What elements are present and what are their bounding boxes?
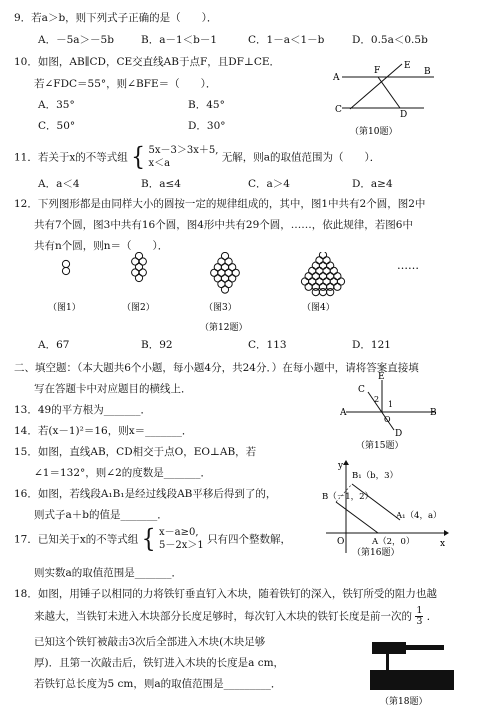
q18-figure bbox=[366, 636, 466, 710]
figure-1-circles bbox=[62, 260, 69, 274]
q9-stem: 9．若a＞b，则下列式子正确的是（ ）． bbox=[14, 12, 218, 24]
q18-line2-end: ． bbox=[426, 610, 438, 623]
wood-block bbox=[370, 670, 454, 690]
label-a: A bbox=[340, 408, 347, 418]
q17-brace: { bbox=[141, 524, 156, 554]
fig2-label: （图2） bbox=[122, 303, 155, 313]
q17-sys-line2: 5－2x＞1 bbox=[158, 539, 204, 551]
q18-line3: 已知这个铁钉被敲击3次后全部进入木块(木块足够 bbox=[34, 636, 266, 648]
segment-ab bbox=[336, 502, 378, 533]
label-c: C bbox=[335, 105, 342, 115]
q11-option-d: D．a≥4 bbox=[352, 178, 393, 190]
label-d: D bbox=[400, 110, 408, 120]
q9-option-a: A．－5a＞－5b bbox=[38, 34, 114, 46]
q12-option-a: A．67 bbox=[38, 339, 70, 351]
q17-post: 只有四个整数解， bbox=[207, 533, 292, 546]
figure-4-circles bbox=[301, 252, 344, 296]
hammer-handle bbox=[404, 645, 444, 650]
q15-figure bbox=[340, 372, 440, 452]
q12-stem-line3: 共有n个圆，则n＝（ ）． bbox=[34, 240, 169, 252]
q12-stem-line1: 12．下列图形都是由同样大小的圆按一定的规律组成的，其中，图1中共有2个圆，图2中 bbox=[14, 198, 426, 210]
label-b: B bbox=[430, 408, 437, 418]
label-a: A bbox=[333, 73, 340, 83]
label-o: O bbox=[337, 537, 345, 547]
q18-caption: （第18题） bbox=[380, 697, 428, 707]
q16-figure bbox=[322, 458, 452, 558]
q18-line1: 18．如图，用锤子以相同的力将铁钉垂直钉入木块，随着铁钉的深入，铁钉所受的阻力也越 bbox=[14, 588, 437, 600]
pattern-circle bbox=[319, 252, 326, 259]
label-b: B bbox=[424, 67, 431, 77]
pattern-circle bbox=[319, 262, 326, 269]
pattern-circle bbox=[312, 289, 319, 296]
q12-figures bbox=[40, 252, 460, 336]
q11-sys-line2: x＜a bbox=[148, 157, 171, 169]
pattern-circle bbox=[309, 267, 316, 274]
q11-post: 无解，则a的取值范围为（ ）． bbox=[221, 151, 381, 164]
label-e: E bbox=[378, 372, 385, 382]
pattern-circle bbox=[221, 286, 228, 293]
pattern-circle bbox=[319, 273, 326, 280]
label-1: 1 bbox=[388, 400, 394, 409]
label-2: 2 bbox=[374, 395, 380, 404]
segment-a1b1 bbox=[352, 484, 400, 520]
q14-text: 14．若(x－1)²＝16，则x＝_______． bbox=[14, 425, 193, 437]
pattern-circle bbox=[323, 267, 330, 274]
pattern-circle bbox=[62, 260, 69, 267]
q11-stem bbox=[14, 142, 381, 172]
pattern-circle bbox=[327, 262, 334, 269]
q15-stem-line2: ∠1＝132°，则∠2的度数是_______． bbox=[34, 467, 211, 479]
nail-icon bbox=[386, 654, 389, 672]
pattern-circle bbox=[327, 289, 334, 296]
label-o: O bbox=[384, 415, 391, 424]
q10-option-a: A．35° bbox=[38, 99, 75, 111]
pattern-circle bbox=[334, 273, 341, 280]
q18-fraction bbox=[415, 606, 423, 627]
section2-heading-line2: 写在答题卡中对应题目的横线上． bbox=[34, 383, 192, 395]
q11-system bbox=[148, 145, 218, 170]
q12-option-b: B．92 bbox=[141, 339, 173, 351]
q9-option-c: C．1－a＜1－b bbox=[248, 34, 325, 46]
q18-line4: 厚)．且第一次敲击后，铁钉进入木块的长度是a cm， bbox=[34, 657, 285, 669]
pattern-circle bbox=[312, 273, 319, 280]
q10-stem-line2: 若∠FDC＝55°，则∠BFE＝（ ）． bbox=[34, 78, 217, 90]
q12-stem-line2: 共有7个圆，图3中共有16个圆，图4形中共有29个圆，……，依此规律，若图6中 bbox=[34, 219, 413, 231]
q17-sys-line1: x－a≥0, bbox=[158, 527, 199, 538]
q9-option-b: B．a－1＜b－1 bbox=[141, 34, 218, 46]
label-e: E bbox=[404, 61, 411, 71]
label-a1: A₁（4，a） bbox=[396, 511, 442, 521]
q12-option-c: C．113 bbox=[248, 339, 287, 351]
q10-option-d: D．30° bbox=[188, 120, 226, 132]
q11-option-b: B．a≤4 bbox=[141, 178, 181, 190]
q12-caption: （第12题） bbox=[200, 323, 248, 333]
pattern-circle bbox=[327, 273, 334, 280]
q12-option-d: D．121 bbox=[352, 339, 391, 351]
q11-option-a: A．a＜4 bbox=[38, 178, 80, 190]
ellipsis: …… bbox=[397, 259, 419, 272]
q17-stem-line2: 则实数a的取值范围是_______． bbox=[34, 567, 183, 579]
q11-option-c: C．a＞4 bbox=[248, 178, 290, 190]
label-a: A（2，0） bbox=[372, 537, 415, 547]
q15-stem-line1: 15．如图，直线AB，CD相交于点O，EO⊥AB，若 bbox=[14, 446, 257, 458]
figure-3-circles bbox=[211, 252, 240, 293]
label-b: B（－1，2） bbox=[322, 492, 374, 502]
q13-text: 13．49的平方根为_______． bbox=[14, 404, 151, 416]
pattern-circle bbox=[330, 278, 337, 285]
q16-stem-line1: 16．如图，若线段A₁B₁是经过线段AB平移后得到了的， bbox=[14, 488, 277, 500]
q17-pre: 17．已知关于x的不等式组 bbox=[14, 533, 139, 546]
pattern-circle bbox=[301, 278, 308, 285]
q11-brace: { bbox=[131, 142, 146, 172]
label-y: y bbox=[338, 461, 344, 471]
pattern-circle bbox=[319, 289, 326, 296]
q16-stem-line2: 则式子a＋b的值是_______． bbox=[34, 509, 168, 521]
fig3-label: （图3） bbox=[204, 303, 237, 313]
label-x: x bbox=[440, 539, 446, 549]
q17-stem bbox=[14, 524, 292, 554]
q17-system bbox=[159, 527, 204, 552]
q18-line5: 若铁钉总长度为5 cm，则a的取值范围是_________． bbox=[34, 678, 282, 690]
pattern-circle bbox=[323, 278, 330, 285]
y-axis-arrow bbox=[343, 460, 349, 465]
q9-option-d: D．0.5a＜0.5b bbox=[352, 34, 428, 46]
pattern-circle bbox=[312, 262, 319, 269]
pattern-circle bbox=[305, 283, 312, 290]
label-d: D bbox=[395, 429, 403, 439]
q10-stem-line1: 10．如图，AB∥CD，CE交直线AB于点F，且DF⊥CE． bbox=[14, 56, 281, 68]
pattern-circle bbox=[316, 267, 323, 274]
pattern-circle bbox=[334, 283, 341, 290]
pattern-circle bbox=[323, 257, 330, 264]
pattern-circle bbox=[316, 278, 323, 285]
fig4-label: （图4） bbox=[302, 303, 335, 313]
q11-sys-line1: 5x－3＞3x＋5, bbox=[148, 145, 219, 156]
figure-2-circles bbox=[132, 252, 147, 281]
q18-frac-den: 3 bbox=[416, 615, 423, 627]
q10-caption: （第10题） bbox=[350, 127, 398, 137]
q10-option-b: B．45° bbox=[188, 99, 225, 111]
pattern-circle bbox=[62, 267, 69, 274]
q11-pre: 11．若关于x的不等式组 bbox=[14, 151, 128, 164]
label-f: F bbox=[374, 66, 381, 76]
q18-line2 bbox=[34, 606, 437, 627]
fig1-label: （图1） bbox=[48, 303, 81, 313]
q10-figure bbox=[330, 60, 440, 140]
q10-option-c: C．50° bbox=[38, 120, 76, 132]
q16-caption: （第16题） bbox=[352, 548, 400, 558]
hammer-head-icon bbox=[372, 642, 406, 654]
pattern-circle bbox=[309, 278, 316, 285]
pattern-circle bbox=[135, 274, 142, 281]
line-cd bbox=[368, 392, 394, 430]
q15-caption: （第15题） bbox=[356, 441, 404, 451]
label-c: C bbox=[358, 385, 365, 395]
pattern-circle bbox=[305, 273, 312, 280]
pattern-circle bbox=[316, 257, 323, 264]
pattern-circle bbox=[337, 278, 344, 285]
q18-frac-num: 1 bbox=[416, 605, 423, 616]
line-df bbox=[378, 77, 400, 108]
q18-line2-text: 来越大，当铁钉未进入木块部分长度足够时，每次钉入木块的铁钉长度是前一次的 bbox=[34, 610, 412, 623]
label-b1: B₁（b，3） bbox=[352, 471, 399, 481]
pattern-circle bbox=[330, 267, 337, 274]
section2-heading: 二、填空题：（本大题共6个小题，每小题4分，共24分．）在每小题中，请将答案直接填 bbox=[14, 362, 419, 374]
x-axis-arrow bbox=[444, 530, 449, 536]
